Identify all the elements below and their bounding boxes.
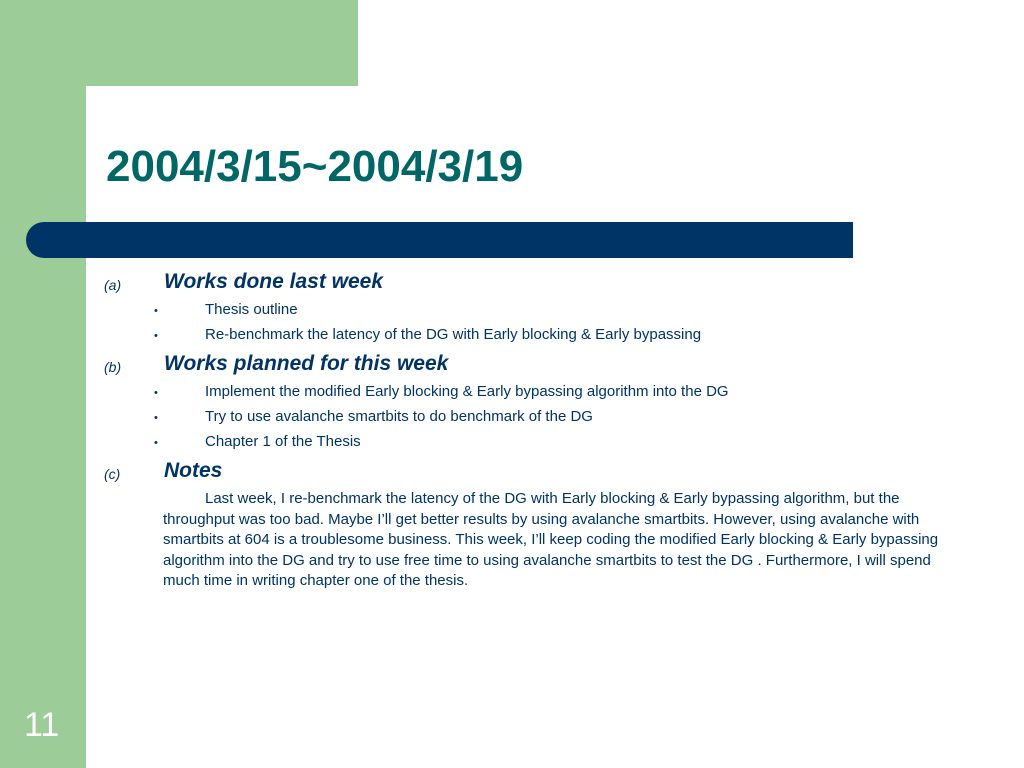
bullet-item: Try to use avalanche smartbits to do benchmark of the DG: [205, 408, 593, 425]
bullet-item: Thesis outline: [205, 301, 298, 318]
top-green-band: [0, 0, 358, 86]
section-c-label: (c): [104, 466, 121, 482]
sidebar-green-band: [0, 0, 86, 768]
bullet-item: Implement the modified Early blocking & Early bypassing algorithm into the DG: [205, 383, 729, 400]
section-b-heading: Works planned for this week: [164, 352, 449, 375]
bullet-dot: •: [154, 330, 158, 342]
section-b-label: (b): [104, 359, 122, 375]
notes-paragraph: Last week, I re-benchmark the latency of the DG with Early blocking & Early bypassing algorithm, but the throughput was too bad. Maybe I’ll get better results by using avalanche smartbits. However, using avalanche with smartbits at 604 is a troublesome business. This week, I’ll keep coding the modified Early blocking & Early bypassing algorithm into the DG and try to use free time to using avalanche smartbits to test the DG . Furthermore, I will spend much time in writing chapter one of the thesis.: [163, 490, 939, 590]
slide-title: 2004/3/15~2004/3/19: [106, 142, 524, 191]
rounded-corner: [86, 86, 146, 146]
bullet-item: Chapter 1 of the Thesis: [205, 433, 361, 450]
slide-number: 11: [24, 706, 60, 744]
section-a-label: (a): [104, 277, 122, 293]
bullet-dot: •: [154, 412, 158, 424]
bullet-item: Re-benchmark the latency of the DG with Early blocking & Early bypassing: [205, 326, 702, 343]
section-c-heading: Notes: [164, 459, 223, 482]
section-a-heading: Works done last week: [164, 270, 384, 293]
title-underline-bar: [26, 222, 853, 258]
bullet-dot: •: [154, 437, 158, 449]
bullet-dot: •: [154, 305, 158, 317]
bullet-dot: •: [154, 387, 158, 399]
